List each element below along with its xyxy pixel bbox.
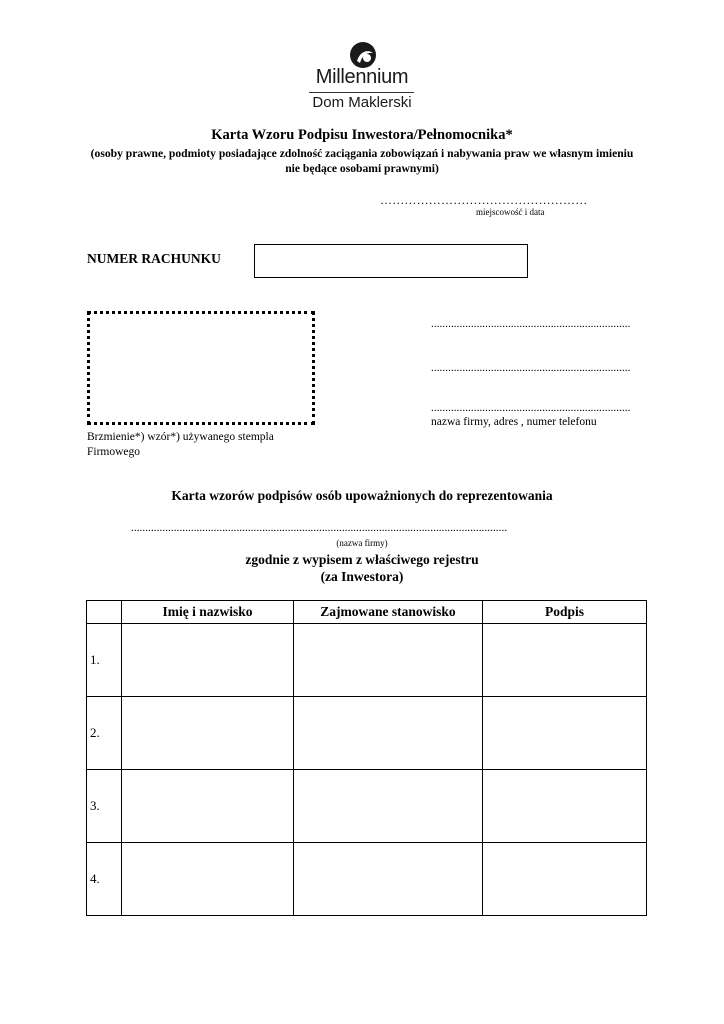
firm-phone-line[interactable]: ...................................................................... — [431, 402, 631, 414]
name-cell[interactable] — [122, 843, 294, 916]
representatives-heading: Karta wzorów podpisów osób upoważnionych do reprezentowania — [171, 488, 553, 503]
name-cell[interactable] — [122, 770, 294, 843]
column-header-number — [87, 601, 122, 624]
logo-name: Millennium — [315, 66, 409, 88]
row-number: 1. — [87, 624, 122, 697]
position-cell[interactable] — [294, 697, 483, 770]
row-number: 4. — [87, 843, 122, 916]
account-number-field[interactable] — [254, 244, 528, 278]
table-row — [87, 770, 647, 843]
signature-cell[interactable] — [483, 770, 647, 843]
table-row — [87, 697, 647, 770]
form-subtitle: (osoby prawne, podmioty posiadające zdolność zaciągania zobowiązań i nabywania praw we własnym imieniu nie będące osobami prawnymi) — [90, 147, 634, 175]
firm-name-field[interactable]: .................................................................................................................................... — [131, 522, 508, 534]
firm-name-line[interactable]: ...................................................................... — [431, 318, 631, 330]
date-place-label: miejscowość i data — [476, 207, 545, 217]
register-heading — [0, 551, 724, 585]
signature-cell[interactable] — [483, 624, 647, 697]
form-title: Karta Wzoru Podpisu Inwestora/Pełnomocnika* — [211, 127, 513, 143]
firm-address-line[interactable]: ...................................................................... — [431, 362, 631, 374]
logo-divider — [309, 92, 414, 93]
column-header-signature: Podpis — [483, 601, 647, 624]
table-row — [87, 843, 647, 916]
firm-name-label: (nazwa firmy) — [336, 538, 388, 548]
column-header-name: Imię i nazwisko — [122, 601, 294, 624]
row-number: 2. — [87, 697, 122, 770]
position-cell[interactable] — [294, 770, 483, 843]
signatures-table — [86, 600, 647, 916]
firm-details-caption: nazwa firmy, adres , numer telefonu — [431, 416, 597, 428]
date-place-field[interactable]: …………………………………………… — [380, 193, 588, 207]
stamp-caption-line1: Brzmienie*) wzór*) używanego stempla — [87, 431, 274, 443]
name-cell[interactable] — [122, 624, 294, 697]
table-header-row — [87, 601, 647, 624]
stamp-caption-line2: Firmowego — [87, 446, 141, 458]
account-number-label: NUMER RACHUNKU — [87, 251, 221, 266]
millennium-logo-icon — [348, 41, 378, 69]
logo-subtitle: Dom Maklerski — [312, 94, 412, 111]
signature-cell[interactable] — [483, 843, 647, 916]
company-stamp-caption — [87, 430, 327, 460]
position-cell[interactable] — [294, 843, 483, 916]
column-header-position: Zajmowane stanowisko — [294, 601, 483, 624]
row-number: 3. — [87, 770, 122, 843]
investor-note: (za Inwestora) — [320, 569, 404, 584]
position-cell[interactable] — [294, 624, 483, 697]
company-stamp-box[interactable] — [87, 311, 315, 425]
name-cell[interactable] — [122, 697, 294, 770]
register-line: zgodnie z wypisem z właściwego rejestru — [245, 552, 479, 567]
table-row — [87, 624, 647, 697]
signature-cell[interactable] — [483, 697, 647, 770]
